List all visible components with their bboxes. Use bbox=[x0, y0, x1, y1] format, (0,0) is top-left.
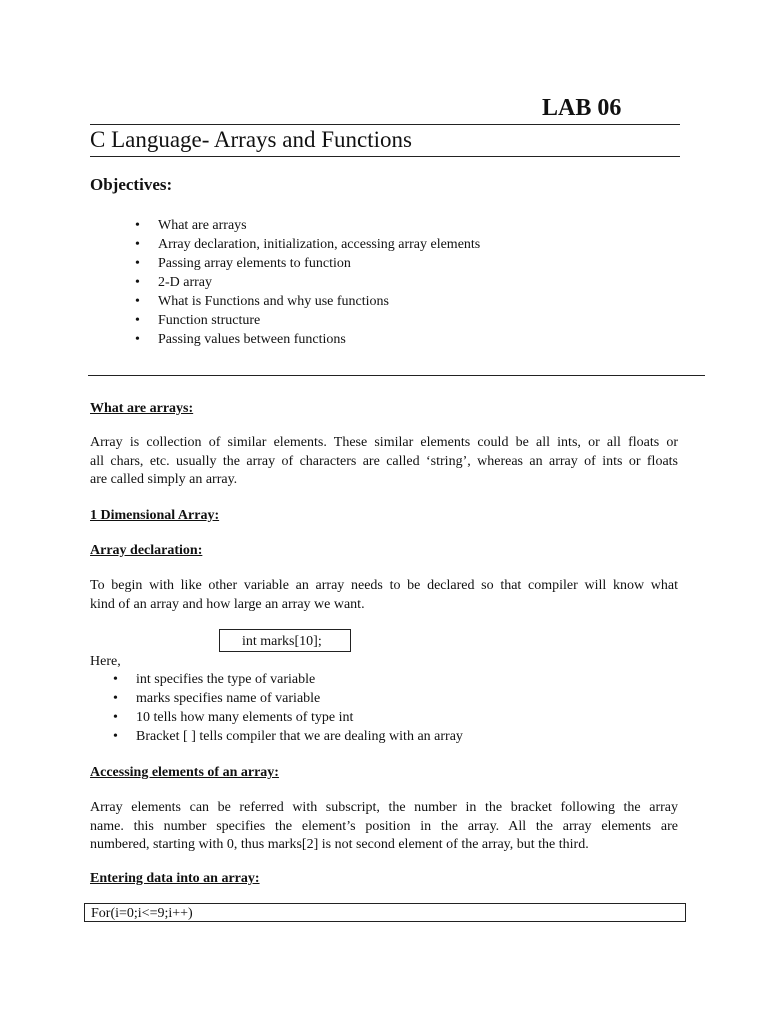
list-item bbox=[135, 216, 480, 235]
bullet-icon: • bbox=[135, 313, 140, 328]
title-top-rule bbox=[90, 124, 680, 125]
paragraph-line: numbered, starting with 0, thus marks[2] is not second element of the array, but the third. bbox=[90, 837, 589, 852]
bullet-icon: • bbox=[135, 256, 140, 271]
list-item bbox=[135, 273, 480, 292]
paragraph-line: kind of an array and how large an array we want. bbox=[90, 596, 365, 612]
paragraph-line: name. this number specifies the element’s position in the array. All the array elements are bbox=[90, 818, 678, 834]
what-are-arrays-heading: What are arrays: bbox=[90, 401, 194, 416]
code-text: int marks[10]; bbox=[242, 634, 322, 649]
paragraph-line: are called simply an array. bbox=[90, 472, 238, 487]
list-item-text: 2-D array bbox=[158, 275, 213, 290]
list-item-text: Function structure bbox=[158, 313, 261, 328]
paragraph-line: To begin with like other variable an array needs to be declared so that compiler will know what bbox=[90, 578, 678, 593]
bullet-icon: • bbox=[113, 729, 118, 744]
accessing-elements-heading: Accessing elements of an array: bbox=[90, 765, 279, 780]
list-item bbox=[113, 689, 463, 708]
list-item bbox=[135, 330, 480, 349]
declaration-code-box bbox=[219, 629, 351, 652]
bullet-icon: • bbox=[113, 672, 118, 687]
list-item-text: Passing array elements to function bbox=[158, 256, 351, 271]
list-item-text: Bracket [ ] tells compiler that we are dealing with an array bbox=[136, 729, 463, 744]
array-declaration-paragraph bbox=[90, 577, 678, 614]
objectives-divider bbox=[88, 375, 705, 376]
list-item bbox=[113, 708, 463, 727]
list-item bbox=[135, 311, 480, 330]
array-declaration-heading: Array declaration: bbox=[90, 543, 203, 558]
list-item-text: Passing values between functions bbox=[158, 332, 346, 347]
list-item bbox=[135, 235, 481, 254]
paragraph-line: Array is collection of similar elements. These similar elements could be all ints, or all floats or bbox=[90, 435, 678, 450]
bullet-icon: • bbox=[135, 275, 140, 290]
objectives-list bbox=[135, 216, 481, 349]
list-item-text: What is Functions and why use functions bbox=[158, 294, 389, 309]
entering-data-heading: Entering data into an array: bbox=[90, 871, 260, 886]
bullet-icon: • bbox=[135, 294, 140, 309]
list-item-text: Array declaration, initialization, accessing array elements bbox=[158, 237, 481, 252]
objectives-heading: Objectives: bbox=[90, 175, 173, 194]
entering-data-code-box bbox=[84, 903, 686, 922]
bullet-icon: • bbox=[135, 218, 140, 233]
title-bottom-rule bbox=[90, 156, 680, 157]
list-item-text: 10 tells how many elements of type int bbox=[136, 710, 354, 725]
list-item bbox=[113, 727, 463, 746]
list-item bbox=[113, 670, 463, 689]
lab-number-title: LAB 06 bbox=[542, 95, 622, 121]
bullet-icon: • bbox=[135, 237, 140, 252]
bullet-icon: • bbox=[135, 332, 140, 347]
paragraph-line: Array elements can be referred with subscript, the number in the bracket following the array bbox=[90, 800, 678, 815]
here-label: Here, bbox=[90, 654, 121, 669]
one-dimensional-array-heading: 1 Dimensional Array: bbox=[90, 508, 220, 523]
list-item-text: int specifies the type of variable bbox=[136, 672, 316, 687]
document-title: C Language- Arrays and Functions bbox=[90, 127, 412, 152]
what-are-arrays-paragraph bbox=[90, 434, 678, 490]
list-item-text: marks specifies name of variable bbox=[136, 691, 321, 706]
bullet-icon: • bbox=[113, 710, 118, 725]
list-item bbox=[135, 254, 480, 273]
accessing-elements-paragraph bbox=[90, 799, 678, 855]
paragraph-line: all chars, etc. usually the array of characters are called ‘string’, whereas an array of ints or floats bbox=[90, 453, 678, 469]
declaration-notes-list bbox=[113, 670, 463, 746]
code-text: For(i=0;i<=9;i++) bbox=[91, 906, 193, 921]
list-item bbox=[135, 292, 480, 311]
bullet-icon: • bbox=[113, 691, 118, 706]
list-item-text: What are arrays bbox=[158, 218, 247, 233]
